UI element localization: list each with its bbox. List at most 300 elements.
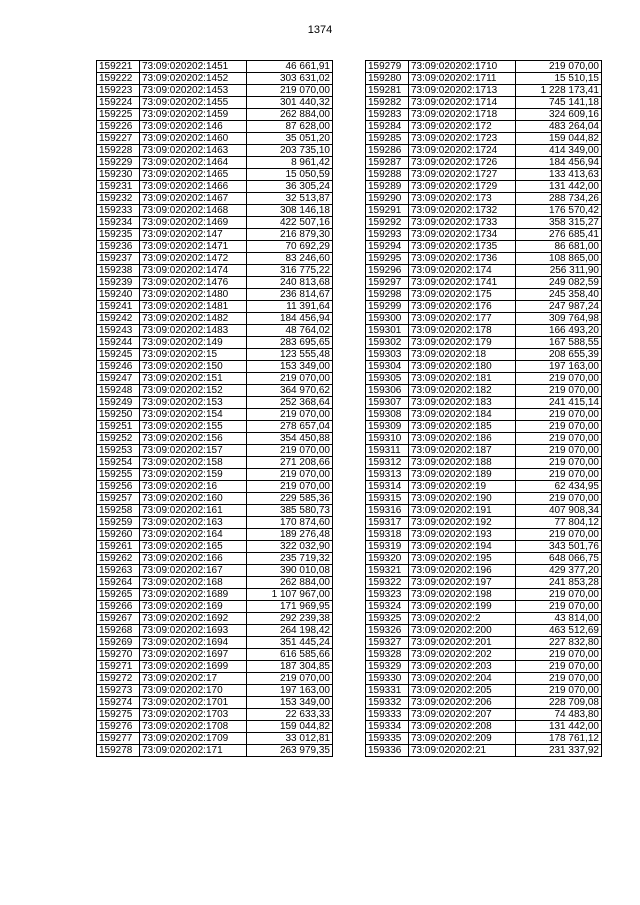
table-row	[366, 685, 602, 697]
row-number: 159236	[97, 241, 140, 253]
cadastral-number: 73:09:020202:186	[409, 433, 516, 445]
table-row	[97, 673, 333, 685]
row-number: 159324	[366, 601, 409, 613]
row-number: 159313	[366, 469, 409, 481]
cadastral-number: 73:09:020202:192	[409, 517, 516, 529]
row-number: 159268	[97, 625, 140, 637]
row-number: 159252	[97, 433, 140, 445]
cadastral-number: 73:09:020202:1732	[409, 205, 516, 217]
cadastral-value: 219 070,00	[516, 457, 602, 469]
cadastral-value: 1 228 173,41	[516, 85, 602, 97]
cadastral-value: 74 483,80	[516, 709, 602, 721]
cadastral-value: 288 734,26	[516, 193, 602, 205]
row-number: 159298	[366, 289, 409, 301]
row-number: 159270	[97, 649, 140, 661]
row-number: 159330	[366, 673, 409, 685]
table-row	[366, 601, 602, 613]
table-row	[97, 313, 333, 325]
table-row	[366, 697, 602, 709]
row-number: 159328	[366, 649, 409, 661]
cadastral-number: 73:09:020202:204	[409, 673, 516, 685]
cadastral-value: 8 961,42	[247, 157, 333, 169]
cadastral-number: 73:09:020202:171	[140, 745, 247, 757]
table-row	[97, 385, 333, 397]
table-row	[97, 325, 333, 337]
row-number: 159293	[366, 229, 409, 241]
table-row	[366, 433, 602, 445]
row-number: 159275	[97, 709, 140, 721]
table-row	[366, 145, 602, 157]
table-row	[97, 85, 333, 97]
cadastral-value: 62 434,95	[516, 481, 602, 493]
table-row	[366, 661, 602, 673]
cadastral-number: 73:09:020202:188	[409, 457, 516, 469]
row-number: 159326	[366, 625, 409, 637]
table-row	[366, 349, 602, 361]
table-row	[97, 373, 333, 385]
row-number: 159282	[366, 97, 409, 109]
cadastral-value: 354 450,88	[247, 433, 333, 445]
cadastral-number: 73:09:020202:2	[409, 613, 516, 625]
row-number: 159278	[97, 745, 140, 757]
cadastral-number: 73:09:020202:175	[409, 289, 516, 301]
cadastral-number: 73:09:020202:1463	[140, 145, 247, 157]
table-row	[97, 565, 333, 577]
cadastral-value: 219 070,00	[247, 481, 333, 493]
table-row	[366, 409, 602, 421]
row-number: 159253	[97, 445, 140, 457]
cadastral-value: 197 163,00	[247, 685, 333, 697]
row-number: 159232	[97, 193, 140, 205]
table-row	[97, 97, 333, 109]
row-number: 159269	[97, 637, 140, 649]
table-row	[97, 589, 333, 601]
table-row	[97, 73, 333, 85]
row-number: 159239	[97, 277, 140, 289]
row-number: 159251	[97, 421, 140, 433]
table-row	[366, 517, 602, 529]
row-number: 159304	[366, 361, 409, 373]
cadastral-number: 73:09:020202:177	[409, 313, 516, 325]
cadastral-value: 219 070,00	[516, 661, 602, 673]
cadastral-number: 73:09:020202:165	[140, 541, 247, 553]
row-number: 159332	[366, 697, 409, 709]
table-row	[366, 445, 602, 457]
cadastral-number: 73:09:020202:166	[140, 553, 247, 565]
cadastral-number: 73:09:020202:1699	[140, 661, 247, 673]
cadastral-value: 309 764,98	[516, 313, 602, 325]
row-number: 159279	[366, 61, 409, 73]
row-number: 159306	[366, 385, 409, 397]
cadastral-number: 73:09:020202:1689	[140, 589, 247, 601]
cadastral-number: 73:09:020202:1727	[409, 169, 516, 181]
row-number: 159241	[97, 301, 140, 313]
cadastral-value: 219 070,00	[247, 445, 333, 457]
cadastral-number: 73:09:020202:156	[140, 433, 247, 445]
row-number: 159223	[97, 85, 140, 97]
row-number: 159256	[97, 481, 140, 493]
row-number: 159302	[366, 337, 409, 349]
cadastral-value: 216 879,30	[247, 229, 333, 241]
table-row	[97, 625, 333, 637]
cadastral-number: 73:09:020202:196	[409, 565, 516, 577]
table-row	[366, 97, 602, 109]
table-row	[366, 181, 602, 193]
row-number: 159311	[366, 445, 409, 457]
table-row	[97, 217, 333, 229]
table-row	[366, 253, 602, 265]
row-number: 159245	[97, 349, 140, 361]
table-row	[97, 469, 333, 481]
table-row	[366, 637, 602, 649]
cadastral-value: 745 141,18	[516, 97, 602, 109]
row-number: 159336	[366, 745, 409, 757]
row-number: 159327	[366, 637, 409, 649]
cadastral-value-table-right	[365, 60, 602, 757]
table-row	[97, 505, 333, 517]
cadastral-value: 219 070,00	[516, 421, 602, 433]
table-row	[97, 109, 333, 121]
cadastral-value: 208 655,39	[516, 349, 602, 361]
cadastral-value: 35 051,20	[247, 133, 333, 145]
cadastral-number: 73:09:020202:18	[409, 349, 516, 361]
row-number: 159329	[366, 661, 409, 673]
cadastral-number: 73:09:020202:1469	[140, 217, 247, 229]
cadastral-value: 249 082,59	[516, 277, 602, 289]
cadastral-value: 32 513,87	[247, 193, 333, 205]
cadastral-number: 73:09:020202:187	[409, 445, 516, 457]
table-row	[97, 301, 333, 313]
table-row	[366, 397, 602, 409]
cadastral-value: 303 631,02	[247, 73, 333, 85]
cadastral-number: 73:09:020202:161	[140, 505, 247, 517]
row-number: 159300	[366, 313, 409, 325]
row-number: 159287	[366, 157, 409, 169]
row-number: 159231	[97, 181, 140, 193]
cadastral-number: 73:09:020202:170	[140, 685, 247, 697]
cadastral-number: 73:09:020202:17	[140, 673, 247, 685]
table-row	[366, 337, 602, 349]
cadastral-number: 73:09:020202:1703	[140, 709, 247, 721]
table-row	[97, 229, 333, 241]
table-row	[366, 457, 602, 469]
cadastral-value: 316 775,22	[247, 265, 333, 277]
cadastral-number: 73:09:020202:1723	[409, 133, 516, 145]
cadastral-value: 247 987,24	[516, 301, 602, 313]
row-number: 159296	[366, 265, 409, 277]
row-number: 159272	[97, 673, 140, 685]
table-row	[366, 385, 602, 397]
table-row	[366, 469, 602, 481]
cadastral-value: 241 853,28	[516, 577, 602, 589]
cadastral-number: 73:09:020202:1453	[140, 85, 247, 97]
cadastral-value: 278 657,04	[247, 421, 333, 433]
cadastral-value: 77 804,12	[516, 517, 602, 529]
cadastral-value: 184 456,94	[247, 313, 333, 325]
row-number: 159265	[97, 589, 140, 601]
table-row	[97, 481, 333, 493]
row-number: 159303	[366, 349, 409, 361]
cadastral-number: 73:09:020202:15	[140, 349, 247, 361]
cadastral-value: 364 970,62	[247, 385, 333, 397]
cadastral-number: 73:09:020202:208	[409, 721, 516, 733]
cadastral-value: 322 032,90	[247, 541, 333, 553]
cadastral-number: 73:09:020202:1733	[409, 217, 516, 229]
cadastral-value: 263 979,35	[247, 745, 333, 757]
table-row	[366, 205, 602, 217]
cadastral-value: 131 442,00	[516, 181, 602, 193]
table-row	[366, 745, 602, 757]
row-number: 159266	[97, 601, 140, 613]
table-row	[366, 565, 602, 577]
row-number: 159294	[366, 241, 409, 253]
cadastral-value: 292 239,38	[247, 613, 333, 625]
table-row	[97, 241, 333, 253]
cadastral-number: 73:09:020202:1466	[140, 181, 247, 193]
table-row	[97, 601, 333, 613]
table-row	[366, 529, 602, 541]
cadastral-value: 308 146,18	[247, 205, 333, 217]
row-number: 159292	[366, 217, 409, 229]
cadastral-number: 73:09:020202:149	[140, 337, 247, 349]
table-row	[366, 373, 602, 385]
table-row	[97, 121, 333, 133]
cadastral-number: 73:09:020202:1468	[140, 205, 247, 217]
cadastral-value: 176 570,42	[516, 205, 602, 217]
cadastral-number: 73:09:020202:174	[409, 265, 516, 277]
table-row	[97, 289, 333, 301]
cadastral-number: 73:09:020202:1714	[409, 97, 516, 109]
row-number: 159228	[97, 145, 140, 157]
table-row	[366, 505, 602, 517]
cadastral-value: 159 044,82	[516, 133, 602, 145]
cadastral-value: 15 050,59	[247, 169, 333, 181]
cadastral-value: 219 070,00	[516, 373, 602, 385]
row-number: 159222	[97, 73, 140, 85]
table-row	[97, 529, 333, 541]
cadastral-value: 616 585,66	[247, 649, 333, 661]
row-number: 159262	[97, 553, 140, 565]
cadastral-number: 73:09:020202:205	[409, 685, 516, 697]
row-number: 159286	[366, 145, 409, 157]
cadastral-value: 1 107 967,00	[247, 589, 333, 601]
cadastral-number: 73:09:020202:1741	[409, 277, 516, 289]
cadastral-number: 73:09:020202:172	[409, 121, 516, 133]
row-number: 159288	[366, 169, 409, 181]
cadastral-value: 219 070,00	[516, 685, 602, 697]
table-row	[97, 577, 333, 589]
cadastral-value: 463 512,69	[516, 625, 602, 637]
cadastral-number: 73:09:020202:1709	[140, 733, 247, 745]
cadastral-value: 276 685,41	[516, 229, 602, 241]
cadastral-number: 73:09:020202:197	[409, 577, 516, 589]
row-number: 159318	[366, 529, 409, 541]
cadastral-number: 73:09:020202:1460	[140, 133, 247, 145]
cadastral-value: 153 349,00	[247, 697, 333, 709]
cadastral-number: 73:09:020202:206	[409, 697, 516, 709]
cadastral-value: 219 070,00	[516, 385, 602, 397]
cadastral-value: 219 070,00	[516, 469, 602, 481]
cadastral-value: 483 264,04	[516, 121, 602, 133]
cadastral-value: 108 865,00	[516, 253, 602, 265]
table-row	[366, 241, 602, 253]
cadastral-value: 123 555,48	[247, 349, 333, 361]
cadastral-number: 73:09:020202:158	[140, 457, 247, 469]
cadastral-value: 219 070,00	[247, 673, 333, 685]
row-number: 159322	[366, 577, 409, 589]
row-number: 159321	[366, 565, 409, 577]
cadastral-value: 87 628,00	[247, 121, 333, 133]
row-number: 159263	[97, 565, 140, 577]
table-row	[97, 193, 333, 205]
cadastral-number: 73:09:020202:200	[409, 625, 516, 637]
cadastral-number: 73:09:020202:1476	[140, 277, 247, 289]
cadastral-value: 358 315,27	[516, 217, 602, 229]
row-number: 159235	[97, 229, 140, 241]
table-row	[97, 265, 333, 277]
row-number: 159310	[366, 433, 409, 445]
row-number: 159243	[97, 325, 140, 337]
cadastral-value: 219 070,00	[516, 673, 602, 685]
cadastral-number: 73:09:020202:195	[409, 553, 516, 565]
cadastral-number: 73:09:020202:19	[409, 481, 516, 493]
row-number: 159309	[366, 421, 409, 433]
cadastral-number: 73:09:020202:1713	[409, 85, 516, 97]
cadastral-number: 73:09:020202:173	[409, 193, 516, 205]
cadastral-value: 227 832,80	[516, 637, 602, 649]
cadastral-number: 73:09:020202:1451	[140, 61, 247, 73]
cadastral-value: 83 246,60	[247, 253, 333, 265]
row-number: 159289	[366, 181, 409, 193]
table-row	[97, 205, 333, 217]
table-row	[97, 733, 333, 745]
cadastral-value: 283 695,65	[247, 337, 333, 349]
row-number: 159333	[366, 709, 409, 721]
cadastral-number: 73:09:020202:160	[140, 493, 247, 505]
row-number: 159258	[97, 505, 140, 517]
cadastral-number: 73:09:020202:163	[140, 517, 247, 529]
table-row	[366, 133, 602, 145]
row-number: 159315	[366, 493, 409, 505]
table-row	[366, 421, 602, 433]
cadastral-number: 73:09:020202:151	[140, 373, 247, 385]
cadastral-number: 73:09:020202:1724	[409, 145, 516, 157]
cadastral-number: 73:09:020202:209	[409, 733, 516, 745]
cadastral-value: 271 208,66	[247, 457, 333, 469]
cadastral-value: 131 442,00	[516, 721, 602, 733]
row-number: 159290	[366, 193, 409, 205]
table-row	[366, 733, 602, 745]
cadastral-value: 15 510,15	[516, 73, 602, 85]
row-number: 159307	[366, 397, 409, 409]
cadastral-number: 73:09:020202:198	[409, 589, 516, 601]
table-row	[366, 325, 602, 337]
table-row	[366, 157, 602, 169]
row-number: 159284	[366, 121, 409, 133]
cadastral-number: 73:09:020202:194	[409, 541, 516, 553]
cadastral-value: 252 368,64	[247, 397, 333, 409]
page-number: 1374	[307, 24, 333, 36]
cadastral-value: 245 358,40	[516, 289, 602, 301]
table-row	[366, 73, 602, 85]
cadastral-number: 73:09:020202:1474	[140, 265, 247, 277]
cadastral-number: 73:09:020202:1464	[140, 157, 247, 169]
cadastral-number: 73:09:020202:184	[409, 409, 516, 421]
cadastral-number: 73:09:020202:1483	[140, 325, 247, 337]
row-number: 159301	[366, 325, 409, 337]
row-number: 159283	[366, 109, 409, 121]
table-row	[366, 289, 602, 301]
cadastral-number: 73:09:020202:179	[409, 337, 516, 349]
table-row	[97, 397, 333, 409]
cadastral-value-table-left	[96, 60, 333, 757]
table-row	[366, 589, 602, 601]
cadastral-number: 73:09:020202:1455	[140, 97, 247, 109]
cadastral-value: 219 070,00	[516, 433, 602, 445]
row-number: 159334	[366, 721, 409, 733]
table-row	[366, 481, 602, 493]
cadastral-number: 73:09:020202:159	[140, 469, 247, 481]
table-row	[366, 649, 602, 661]
row-number: 159227	[97, 133, 140, 145]
cadastral-number: 73:09:020202:153	[140, 397, 247, 409]
cadastral-value: 422 507,16	[247, 217, 333, 229]
cadastral-number: 73:09:020202:146	[140, 121, 247, 133]
cadastral-number: 73:09:020202:154	[140, 409, 247, 421]
table-row	[97, 553, 333, 565]
row-number: 159273	[97, 685, 140, 697]
cadastral-value: 351 445,24	[247, 637, 333, 649]
cadastral-number: 73:09:020202:1467	[140, 193, 247, 205]
row-number: 159271	[97, 661, 140, 673]
table-row	[97, 745, 333, 757]
cadastral-value: 429 377,20	[516, 565, 602, 577]
table-row	[97, 409, 333, 421]
cadastral-number: 73:09:020202:1711	[409, 73, 516, 85]
cadastral-number: 73:09:020202:1735	[409, 241, 516, 253]
cadastral-value: 343 501,76	[516, 541, 602, 553]
cadastral-number: 73:09:020202:168	[140, 577, 247, 589]
row-number: 159259	[97, 517, 140, 529]
cadastral-number: 73:09:020202:176	[409, 301, 516, 313]
table-row	[366, 493, 602, 505]
table-row	[97, 277, 333, 289]
cadastral-number: 73:09:020202:1697	[140, 649, 247, 661]
table-row	[366, 109, 602, 121]
cadastral-value: 36 305,24	[247, 181, 333, 193]
cadastral-value: 133 413,63	[516, 169, 602, 181]
cadastral-value: 324 609,16	[516, 109, 602, 121]
row-number: 159261	[97, 541, 140, 553]
cadastral-value: 153 349,00	[247, 361, 333, 373]
cadastral-value: 229 585,36	[247, 493, 333, 505]
row-number: 159335	[366, 733, 409, 745]
row-number: 159260	[97, 529, 140, 541]
cadastral-number: 73:09:020202:1701	[140, 697, 247, 709]
cadastral-value: 219 070,00	[516, 529, 602, 541]
cadastral-number: 73:09:020202:185	[409, 421, 516, 433]
cadastral-value: 219 070,00	[516, 445, 602, 457]
table-row	[366, 577, 602, 589]
cadastral-value: 203 735,10	[247, 145, 333, 157]
cadastral-number: 73:09:020202:181	[409, 373, 516, 385]
table-row	[97, 169, 333, 181]
cadastral-value: 264 198,42	[247, 625, 333, 637]
row-number: 159244	[97, 337, 140, 349]
row-number: 159225	[97, 109, 140, 121]
table-row	[366, 85, 602, 97]
cadastral-value: 70 692,29	[247, 241, 333, 253]
